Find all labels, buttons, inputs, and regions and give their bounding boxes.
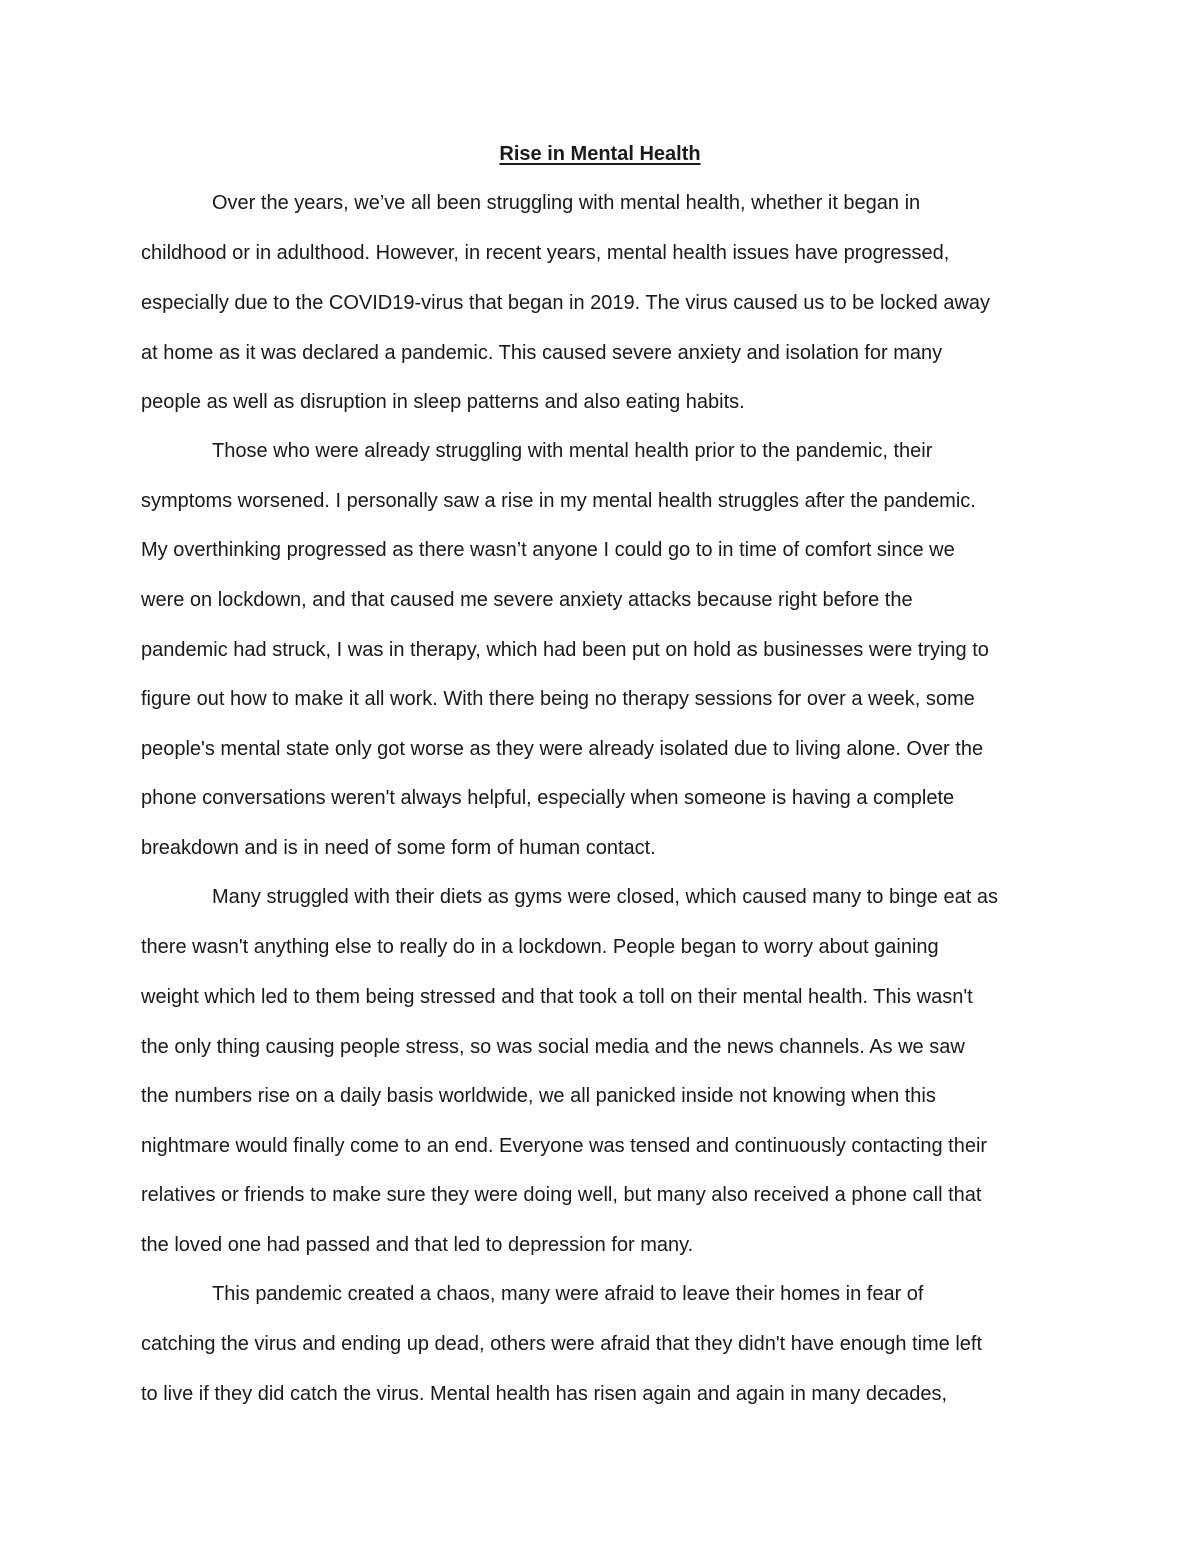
text-line: people as well as disruption in sleep patterns and also eating habits. bbox=[141, 391, 745, 413]
text-line: weight which led to them being stressed and that took a toll on their mental health. This wasn't bbox=[141, 986, 973, 1008]
text-line: the numbers rise on a daily basis worldwide, we all panicked inside not knowing when this bbox=[141, 1085, 936, 1107]
text-line: relatives or friends to make sure they were doing well, but many also received a phone call that bbox=[141, 1184, 982, 1206]
text-line: the loved one had passed and that led to depression for many. bbox=[141, 1234, 694, 1256]
text-line: the only thing causing people stress, so was social media and the news channels. As we saw bbox=[141, 1036, 965, 1058]
text-line: childhood or in adulthood. However, in recent years, mental health issues have progressed, bbox=[141, 242, 950, 264]
text-line: nightmare would finally come to an end. Everyone was tensed and continuously contacting their bbox=[141, 1135, 988, 1157]
text-line: pandemic had struck, I was in therapy, which had been put on hold as businesses were trying to bbox=[141, 639, 989, 661]
text-line: Many struggled with their diets as gyms were closed, which caused many to binge eat as bbox=[212, 886, 998, 908]
text-line: to live if they did catch the virus. Mental health has risen again and again in many decades, bbox=[141, 1383, 948, 1405]
text-line: This pandemic created a chaos, many were afraid to leave their homes in fear of bbox=[212, 1283, 924, 1305]
text-line: catching the virus and ending up dead, others were afraid that they didn't have enough time left bbox=[141, 1333, 983, 1355]
text-line: phone conversations weren't always helpful, especially when someone is having a complete bbox=[141, 787, 955, 809]
text-line: Over the years, we’ve all been struggling with mental health, whether it began in bbox=[212, 192, 921, 214]
text-line: figure out how to make it all work. With there being no therapy sessions for over a week, some bbox=[141, 688, 975, 710]
text-line: breakdown and is in need of some form of human contact. bbox=[141, 837, 656, 859]
text-line: at home as it was declared a pandemic. This caused severe anxiety and isolation for many bbox=[141, 342, 943, 364]
text-line: symptoms worsened. I personally saw a rise in my mental health struggles after the pandemic. bbox=[141, 490, 976, 512]
text-line: there wasn't anything else to really do in a lockdown. People began to worry about gaining bbox=[141, 936, 939, 958]
text-line: were on lockdown, and that caused me severe anxiety attacks because right before the bbox=[141, 589, 913, 611]
text-line: people's mental state only got worse as they were already isolated due to living alone. Over the bbox=[141, 738, 984, 760]
document-title: Rise in Mental Health bbox=[499, 143, 701, 165]
text-line: My overthinking progressed as there wasn’t anyone I could go to in time of comfort since we bbox=[141, 539, 955, 561]
text-line: Those who were already struggling with mental health prior to the pandemic, their bbox=[212, 440, 933, 462]
text-line: especially due to the COVID19-virus that began in 2019. The virus caused us to be locked away bbox=[141, 292, 991, 314]
